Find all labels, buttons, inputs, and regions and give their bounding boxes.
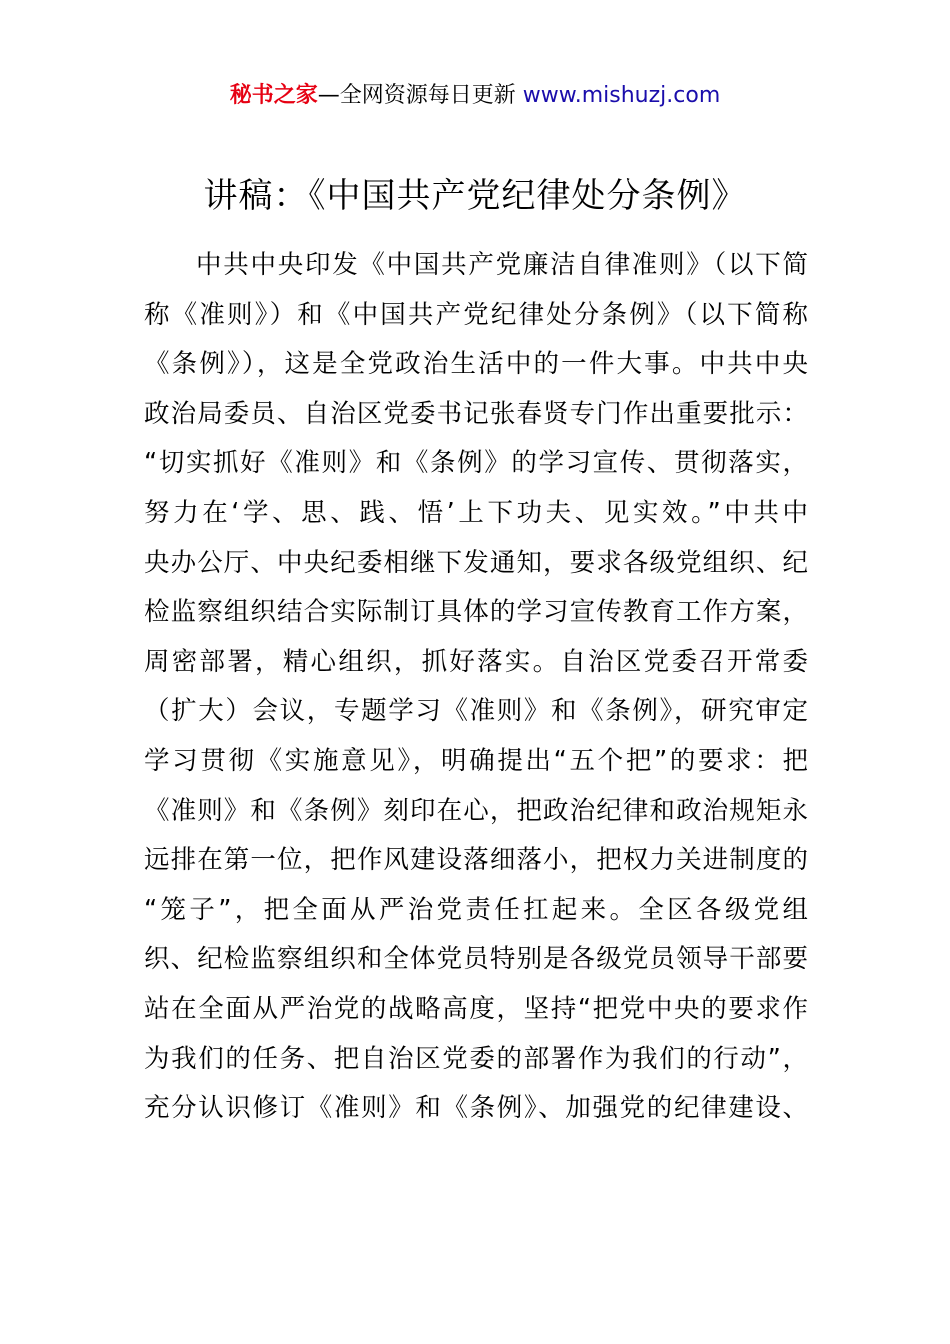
text-line: （扩大）会议，专题学习《准则》和《条例》，研究审定 [144, 696, 808, 727]
site-header [0, 79, 950, 113]
text-line: 站在全面从严治党的战略高度，坚持“把党中央的要求作 [144, 993, 808, 1024]
text-line: 中共中央印发《中国共产党廉洁自律准则》（以下简 [196, 250, 808, 280]
text-line: 为我们的任务、把自治区党委的部署作为我们的行动”， [144, 1043, 808, 1074]
website-link[interactable]: www.mishuzj.com [522, 83, 721, 108]
text-line: 检监察组织结合实际制订具体的学习宣传教育工作方案， [144, 597, 808, 628]
text-line: 政治局委员、自治区党委书记张春贤专门作出重要批示： [144, 398, 808, 429]
text-line: 努力在‘学、思、践、悟’上下功夫、见实效。”中共中 [144, 497, 808, 528]
document-title: 讲稿：《中国共产党纪律处分条例》 [203, 176, 747, 216]
text-line: “切实抓好《准则》和《条例》的学习宣传、贯彻落实， [144, 448, 808, 479]
text-line: 称《准则》）和《中国共产党纪律处分条例》（以下简称 [144, 299, 808, 330]
brand-name: 秘书之家 [229, 83, 318, 108]
header-slogan: —全网资源每日更新 [317, 83, 523, 108]
text-line: 《条例》），这是全党政治生活中的一件大事。中共中央 [144, 349, 808, 380]
text-line: 学习贯彻《实施意见》，明确提出“五个把”的要求：把 [144, 745, 808, 776]
text-line: 《准则》和《条例》刻印在心，把政治纪律和政治规矩永 [144, 795, 808, 826]
text-line: 周密部署，精心组织，抓好落实。自治区党委召开常委 [144, 646, 808, 677]
text-line: 充分认识修订《准则》和《条例》、加强党的纪律建设、 [144, 1093, 808, 1124]
text-line: 远排在第一位，把作风建设落细落小，把权力关进制度的 [144, 845, 808, 876]
body-paragraph [144, 241, 808, 1134]
text-line: 织、纪检监察组织和全体党员特别是各级党员领导干部要 [144, 944, 808, 975]
text-line: “笼子”，把全面从严治党责任扛起来。全区各级党组 [144, 894, 808, 925]
text-line: 央办公厅、中央纪委相继下发通知，要求各级党组织、纪 [144, 547, 808, 578]
